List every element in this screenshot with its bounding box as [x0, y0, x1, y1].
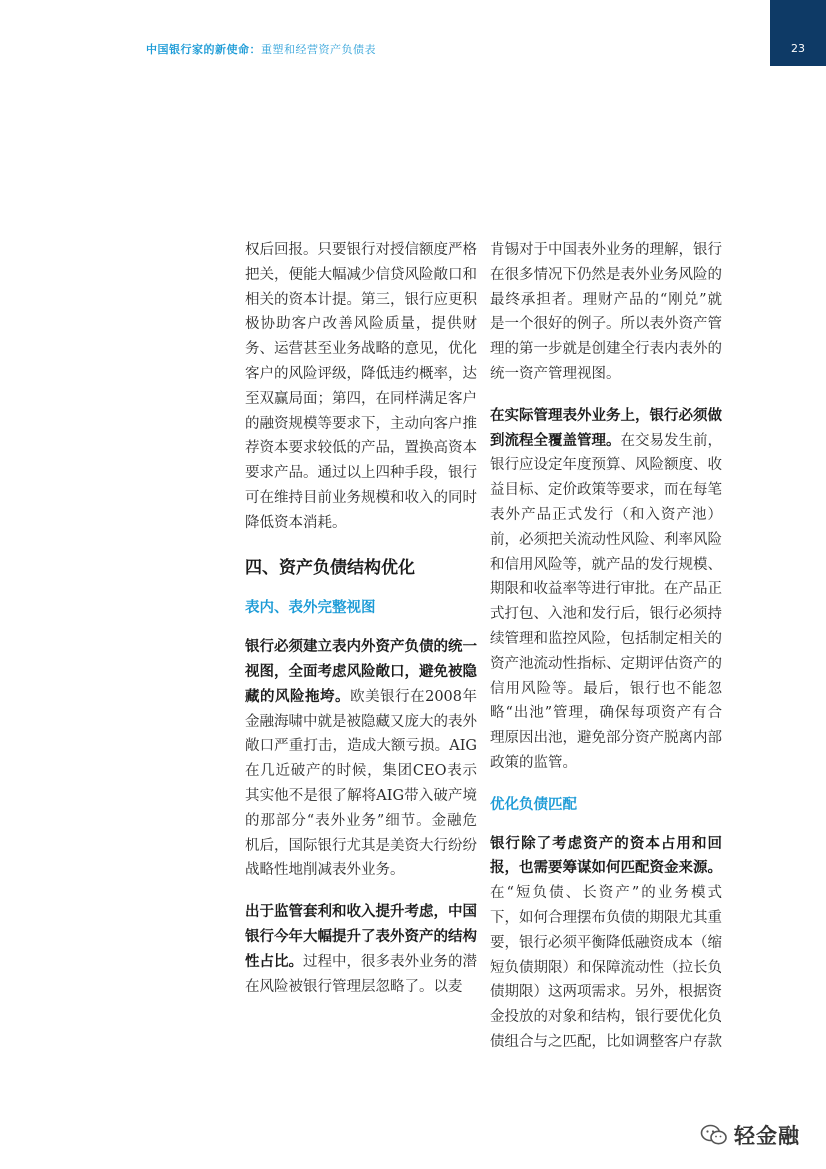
lead-sentence: 银行必须建立表内外资产负债的统一视图，全面考虑风险敞口，避免被隐藏的风险拖垮。	[245, 638, 477, 705]
subheading: 表内、表外完整视图	[245, 600, 376, 617]
paragraph: 肯锡对于中国表外业务的理解，银行在很多情况下仍然是表外业务风险的最终承担者。理财产品的“刚兑”就是一个很好的例子。所以表外资产管理的第一步就是创建全行表内表外的统一资产管理视图。	[490, 242, 722, 382]
watermark-text: 轻金融	[734, 1124, 800, 1148]
paragraph-body: 欧美银行在2008年金融海啸中就是被隐藏又庞大的表外敞口严重打击，造成大额亏损。AIG在几近破产的时候，集团CEO表示其实他不是很了解将AIG带入破产境的那部分“表外业务”细节。金融危机后，国际银行尤其是美资大行纷纷战略性地削减表外业务。	[245, 688, 478, 879]
watermark	[700, 1120, 800, 1150]
page-header	[0, 0, 826, 70]
wechat-icon	[700, 1124, 728, 1146]
lead-sentence: 出于监管套利和收入提升考虑，中国银行今年大幅提升了表外资产的结构性占比。	[245, 903, 477, 970]
paragraph-body: 在“短负债、长资产”的业务模式下，如何合理摆布负债的期限尤其重要，银行必须平衡降低融资成本（缩短负债期限）和保障流动性（拉长负债期限）这两项需求。另外，根据资金投放的对象和结构，银行要优化负债组合与之匹配，比如调整客户存款	[490, 885, 722, 1050]
section-heading: 四、资产负债结构优化	[245, 557, 415, 578]
page-number-tab	[770, 0, 826, 66]
paragraph: 权后回报。只要银行对授信额度严格把关，便能大幅减少信贷风险敞口和相关的资本计提。第三，银行应更积极协助客户改善风险质量，提供财务、运营甚至业务战略的意见，优化客户的风险评级，降低违约概率，达至双赢局面；第四，在同样满足客户的融资规模等要求下，主动向客户推荐资本要求较低的产品，置换高资本要求产品。通过以上四种手段，银行可在维持目前业务规模和收入的同时降低资本消耗。	[245, 242, 477, 531]
paragraph-body: 过程中，很多表外业务的潜在风险被银行管理层忽略了。以麦	[245, 953, 477, 995]
lead-sentence: 在实际管理表外业务上，银行必须做到流程全覆盖管理。	[490, 406, 722, 449]
running-title	[146, 41, 376, 57]
paragraph-body: 在交易发生前，银行应设定年度预算、风险额度、收益目标、定价政策等要求，而在每笔表外产品正式发行（和入资产池）前，必须把关流动性风险、利率风险和信用风险等，就产品的发行规模、期限和收益率等进行审批。在产品正式打包、入池和发行后，银行必须持续管理和监控风险，包括制定相关的资产池流动性指标、定期评估资产的信用风险等。最后，银行也不能忽略“出池”管理，确保每项资产有合理原因出池，避免部分资产脱离内部政策的监管。	[490, 432, 722, 771]
right-column	[490, 238, 722, 1072]
paragraph	[490, 832, 722, 1055]
paragraph	[245, 635, 477, 883]
running-title-light: 重塑和经营资产负债表	[261, 43, 376, 56]
paragraph	[245, 900, 477, 999]
left-column	[245, 238, 477, 1016]
lead-sentence: 银行除了考虑资产的资本占用和回报，也需要筹谋如何匹配资金来源。	[490, 834, 722, 877]
paragraph	[490, 404, 722, 776]
running-title-strong: 中国银行家的新使命：	[146, 43, 261, 56]
subheading: 优化负债匹配	[490, 796, 577, 813]
page-number: 23	[791, 42, 805, 55]
